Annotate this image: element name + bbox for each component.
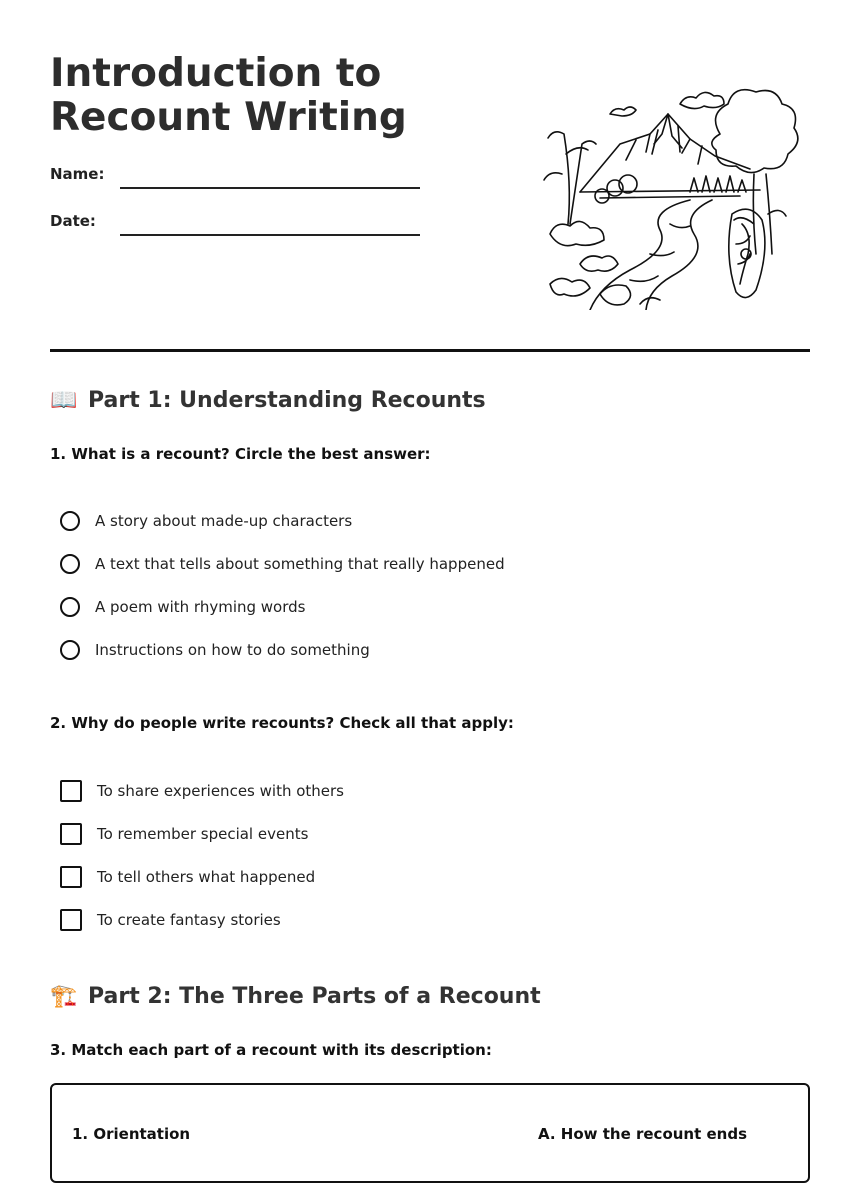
- q2-option-3[interactable]: [60, 866, 315, 888]
- question-3: 3. Match each part of a recount with its description:: [50, 1041, 492, 1059]
- q2-option-2[interactable]: [60, 823, 308, 845]
- radio-circle[interactable]: [60, 511, 80, 531]
- match-right-item-a[interactable]: A. How the recount ends: [538, 1125, 748, 1143]
- question-1: 1. What is a recount? Circle the best answer:: [50, 445, 431, 463]
- name-field[interactable]: [120, 187, 420, 189]
- radio-circle[interactable]: [60, 640, 80, 660]
- page-title: Introduction to Recount Writing: [50, 51, 407, 140]
- section-divider: [50, 349, 810, 352]
- q2-option-4[interactable]: [60, 909, 281, 931]
- question-2: 2. Why do people write recounts? Check all that apply:: [50, 714, 514, 732]
- part2-heading: [50, 984, 541, 1009]
- checkbox[interactable]: [60, 909, 82, 931]
- q1-option-4[interactable]: [60, 640, 370, 660]
- option-label: To tell others what happened: [97, 868, 316, 886]
- match-left-item-1[interactable]: 1. Orientation: [72, 1125, 191, 1143]
- name-label: Name:: [50, 165, 105, 183]
- radio-circle[interactable]: [60, 554, 80, 574]
- option-label: To create fantasy stories: [97, 911, 281, 929]
- landscape-illustration: [540, 84, 802, 310]
- option-label: A story about made-up characters: [95, 512, 353, 530]
- part1-heading-text: Part 1: Understanding Recounts: [88, 388, 486, 413]
- construction-crane-icon: 🏗️: [50, 984, 78, 1009]
- q1-option-2[interactable]: [60, 554, 505, 574]
- q2-option-1[interactable]: [60, 780, 344, 802]
- option-label: To share experiences with others: [97, 782, 344, 800]
- radio-circle[interactable]: [60, 597, 80, 617]
- part2-heading-text: Part 2: The Three Parts of a Recount: [88, 984, 541, 1009]
- date-field[interactable]: [120, 234, 420, 236]
- q1-option-3[interactable]: [60, 597, 305, 617]
- option-label: A poem with rhyming words: [95, 598, 306, 616]
- option-label: To remember special events: [97, 825, 309, 843]
- book-icon: 📖: [50, 388, 78, 413]
- option-label: A text that tells about something that really happened: [95, 555, 505, 573]
- checkbox[interactable]: [60, 823, 82, 845]
- date-label: Date:: [50, 212, 96, 230]
- part1-heading: [50, 388, 486, 413]
- checkbox[interactable]: [60, 780, 82, 802]
- q1-option-1[interactable]: [60, 511, 352, 531]
- checkbox[interactable]: [60, 866, 82, 888]
- matching-box: [50, 1083, 810, 1183]
- option-label: Instructions on how to do something: [95, 641, 370, 659]
